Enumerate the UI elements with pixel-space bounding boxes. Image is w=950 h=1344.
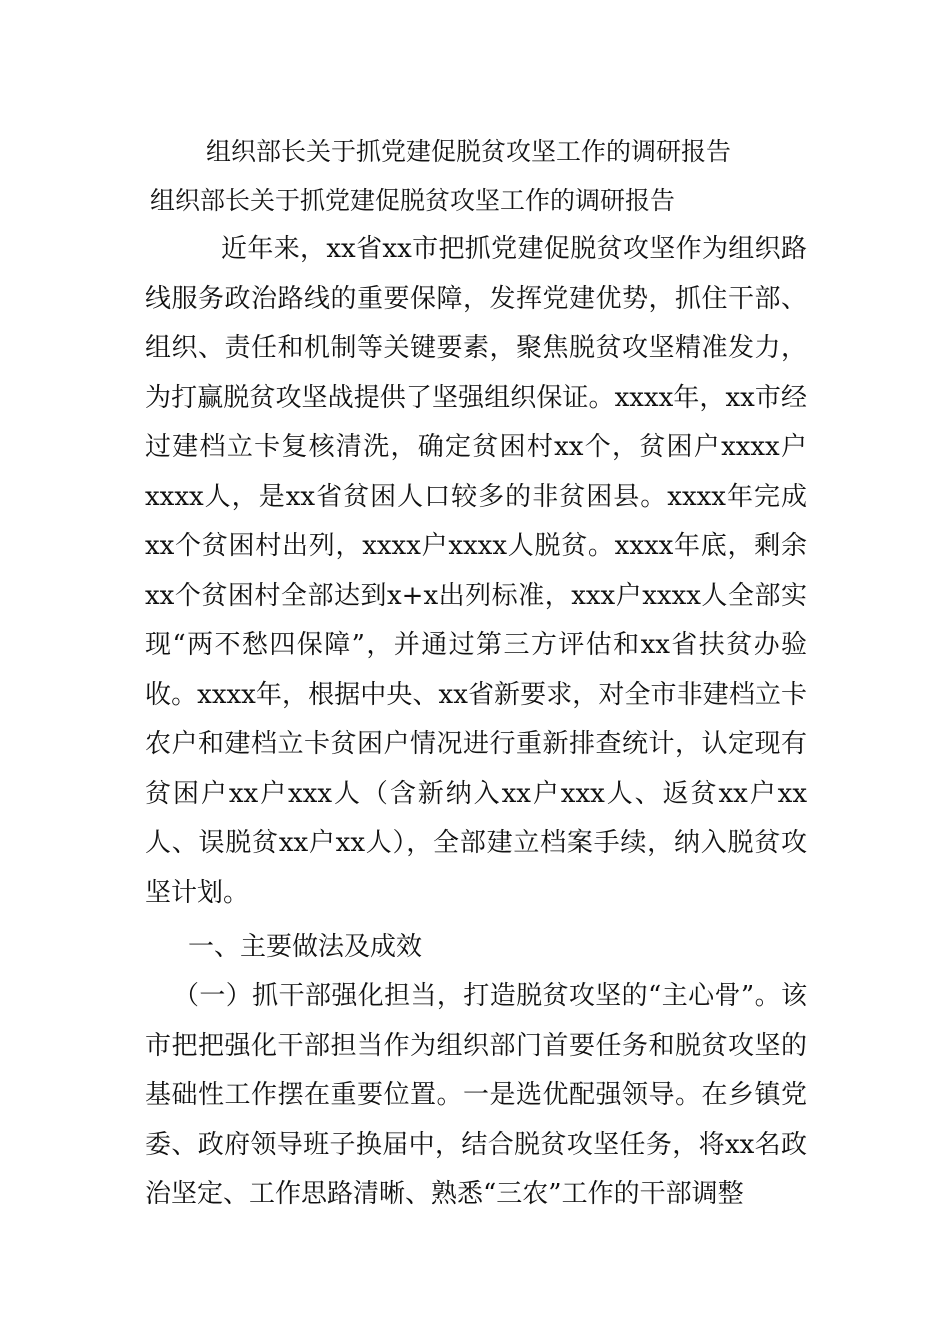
intro-paragraph: 近年来，xx省xx市把抓党建促脱贫攻坚作为组织路线服务政治路线的重要保障，发挥党建优势，抓住干部、组织、责任和机制等关键要素，聚焦脱贫攻坚精准发力，为打赢脱贫攻坚战提供了坚强组织保证。xxxx年，xx市经过建档立卡复核清洗，确定贫困村xx个，贫困户xxxx户xxxx人，是xx省贫困人口较多的非贫困县。xxxx年完成xx个贫困村出列，xxxx户xxxx人脱贫。xxxx年底，剩余xx个贫困村全部达到x+x出列标准，xxx户xxxx人全部实现“两不愁四保障”，并通过第三方评估和xx省扶贫办验收。xxxx年，根据中央、xx省新要求，对全市非建档立卡农户和建档立卡贫困户情况进行重新排查统计，认定现有贫困户xx户xxx人（含新纳入xx户xxx人、返贫xx户xx人、误脱贫xx户xx人），全部建立档案手续，纳入脱贫攻坚计划。 bbox=[145, 234, 807, 908]
document-subtitle: 组织部长关于抓党建促脱贫攻坚工作的调研报告 bbox=[150, 186, 676, 215]
section-heading: 一、主要做法及成效 bbox=[188, 932, 423, 962]
subsection-paragraph: （一）抓干部强化担当，打造脱贫攻坚的“主心骨”。该市把把强化干部担当作为组织部门首要任务和脱贫攻坚的基础性工作摆在重要位置。一是选优配强领导。在乡镇党委、政府领导班子换届中，结合脱贫攻坚任务，将xx名政治坚定、工作思路清晰、熟悉“三农”工作的干部调整 bbox=[145, 981, 807, 1209]
document-title: 组织部长关于抓党建促脱贫攻坚工作的调研报告 bbox=[206, 137, 732, 166]
